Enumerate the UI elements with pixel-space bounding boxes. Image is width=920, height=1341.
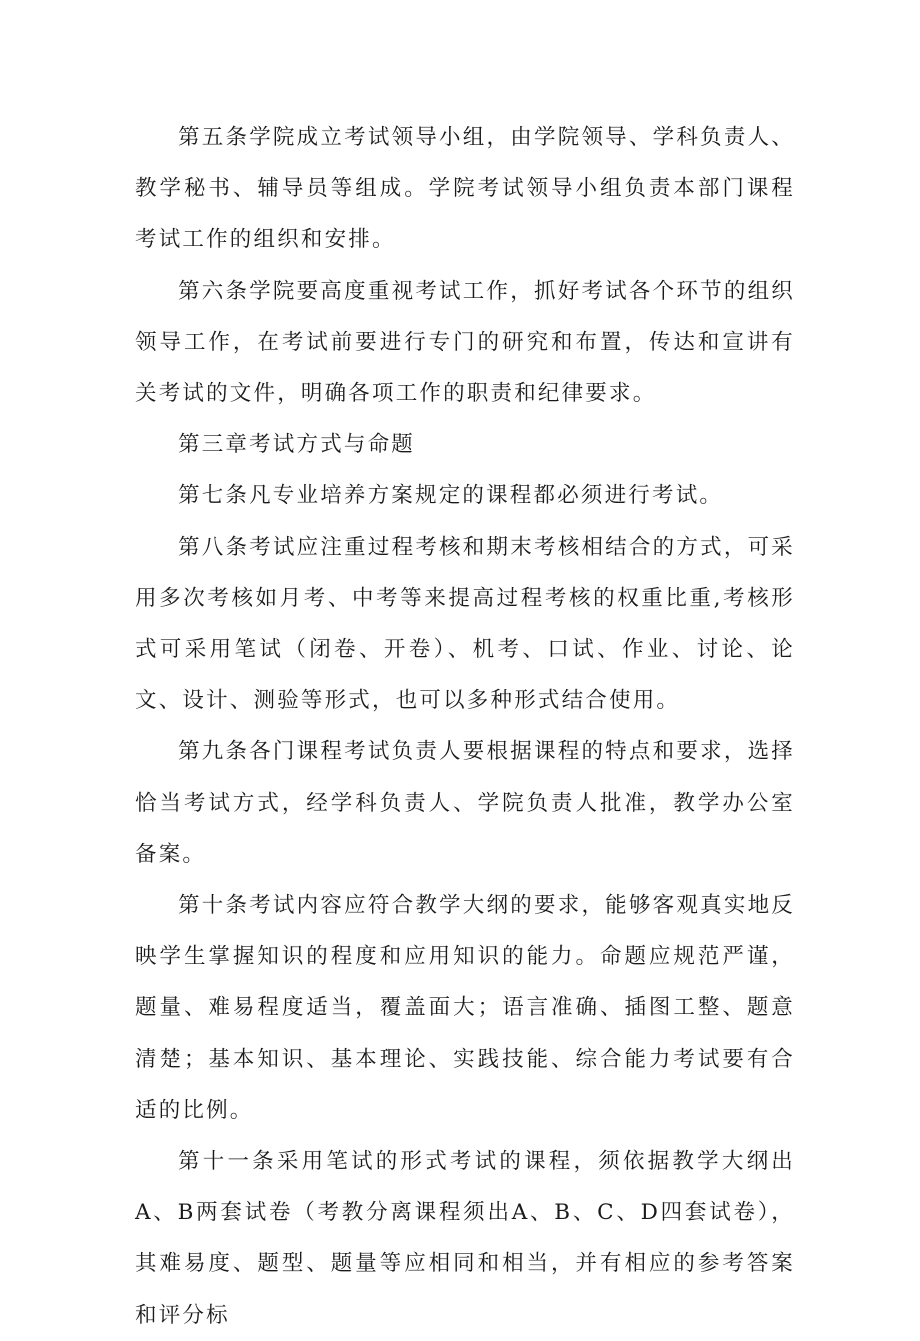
paragraph-article-7: 第七条凡专业培养方案规定的课程都必须进行考试。 (178, 483, 724, 509)
chapter-heading: 第三章考试方式与命题 (178, 432, 416, 458)
paragraph-article-5: 第五条学院成立考试领导小组，由学院领导、学科负责人、教学秘书、辅导员等组成。学院考试领导小组负责本部门课程考试工作的组织和安排。 (135, 125, 795, 253)
paragraph-article-10: 第十条考试内容应符合教学大纲的要求，能够客观真实地反映学生掌握知识的程度和应用知识的能力。命题应规范严谨，题量、难易程度适当，覆盖面大；语言准确、插图工整、题意清楚；基本知识、基本理论、实践技能、综合能力考试要有合适的比例。 (135, 893, 795, 1123)
paragraph-article-6: 第六条学院要高度重视考试工作，抓好考试各个环节的组织领导工作，在考试前要进行专门的研究和布置，传达和宣讲有关考试的文件，明确各项工作的职责和纪律要求。 (135, 278, 795, 407)
paragraph-article-11: 第十一条采用笔试的形式考试的课程，须依据教学大纲出A、B两套试卷（考教分离课程须出A、B、C、D四套试卷），其难易度、题型、题量等应相同和相当，并有相应的参考答案和评分标 (135, 1149, 795, 1328)
paragraph-article-8: 第八条考试应注重过程考核和期末考核相结合的方式，可采用多次考核如月考、中考等来提高过程考核的权重比重,考核形式可采用笔试（闭卷、开卷）、机考、口试、作业、讨论、论文、设计、测验等形式，也可以多种形式结合使用。 (135, 534, 795, 714)
paragraph-article-9: 第九条各门课程考试负责人要根据课程的特点和要求，选择恰当考试方式，经学科负责人、学院负责人批准，教学办公室备案。 (135, 739, 795, 867)
document-body (135, 112, 795, 1341)
